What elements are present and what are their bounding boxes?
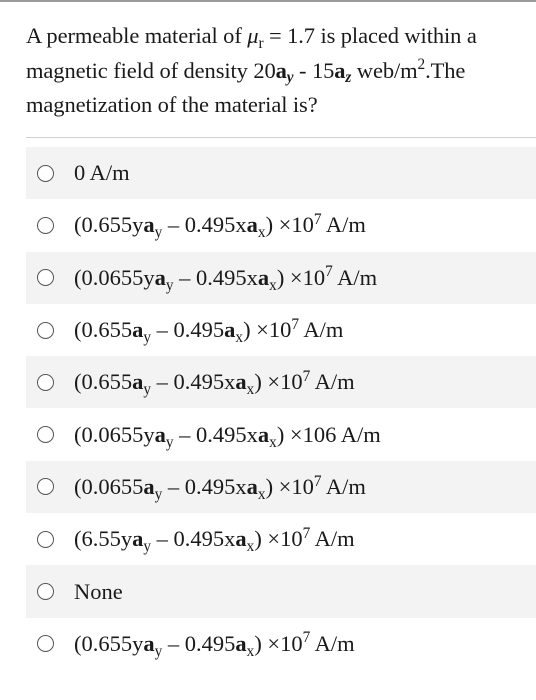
- radio-button[interactable]: [37, 531, 54, 548]
- option-6[interactable]: [26, 408, 536, 460]
- mu-symbol: μ: [247, 23, 259, 48]
- top-rule: [0, 0, 536, 2]
- divider: [26, 137, 536, 138]
- option-2[interactable]: [26, 199, 536, 251]
- option-label: $(0.0655a_y - 0.495xa_x) \times 10^7$ A/m: [74, 472, 366, 503]
- radio-button[interactable]: [37, 426, 54, 443]
- radio-button[interactable]: [37, 322, 54, 339]
- option-5[interactable]: [26, 356, 536, 408]
- option-label: $(0.655ya_y - 0.495a_x) \times 10^7$ A/m: [74, 629, 355, 660]
- option-label: $(0.655a_y - 0.495xa_x) \times 10^7$ A/m: [74, 367, 355, 399]
- question-text: A permeable material of $\mu_r = 1.7$ is placed within a magnetic field of density $20a_y - 15a_z$ web/$m^2.The$ magnetization of the material is?: [26, 23, 477, 117]
- option-10[interactable]: [26, 618, 536, 670]
- radio-button[interactable]: [37, 217, 54, 234]
- radio-button[interactable]: [37, 635, 54, 652]
- option-label: $(0.0655ya_y - 0.495xa_x) \times 106$ A/m: [74, 421, 381, 451]
- radio-button[interactable]: [37, 478, 54, 495]
- answer-options: [26, 147, 536, 670]
- option-label: 0 A/m: [74, 160, 130, 186]
- radio-button[interactable]: [37, 583, 54, 600]
- radio-button[interactable]: [37, 165, 54, 182]
- option-4[interactable]: [26, 304, 536, 356]
- option-1[interactable]: [26, 147, 536, 199]
- option-7[interactable]: [26, 461, 536, 513]
- option-label: $(6.55ya_y - 0.495xa_x) \times 10^7$ A/m: [74, 524, 355, 556]
- option-3[interactable]: [26, 252, 536, 304]
- option-label: $(0.0655ya_y - 0.495xa_x) \times 10^7$ A/m: [74, 263, 378, 294]
- option-8[interactable]: [26, 513, 536, 565]
- option-label: None: [74, 578, 123, 604]
- radio-button[interactable]: [37, 269, 54, 286]
- option-label: $(0.655a_y - 0.495a_x) \times 10^7$ A/m: [74, 315, 344, 346]
- radio-button[interactable]: [37, 374, 54, 391]
- option-9[interactable]: [26, 565, 536, 617]
- option-label: $(0.655ya_y - 0.495xa_x) \times 10^7$ A/m: [74, 211, 366, 242]
